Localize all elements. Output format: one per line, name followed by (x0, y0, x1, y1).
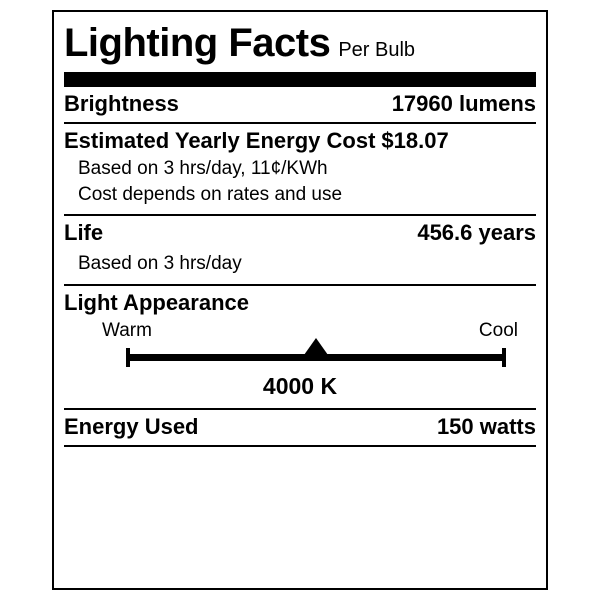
scale-marker-triangle-icon (304, 338, 328, 355)
title-main-text: Lighting Facts (64, 21, 331, 65)
energy-cost-value: $18.07 (381, 128, 449, 153)
energy-used-value: 150 watts (436, 414, 536, 439)
brightness-row (64, 87, 536, 122)
energy-cost-row (64, 124, 536, 156)
brightness-label: Brightness (64, 91, 179, 116)
title-divider-bar (64, 72, 536, 87)
energy-cost-label: Estimated Yearly Energy Cost (64, 128, 376, 153)
brightness-value: 17960 lumens (391, 91, 536, 116)
lighting-facts-label (52, 10, 548, 590)
energy-cost-note-2: Cost depends on rates and use (78, 184, 343, 205)
label-inner (64, 18, 536, 588)
scale-cap-right (502, 348, 506, 367)
scale-warm-label: Warm (102, 320, 152, 341)
light-appearance-label: Light Appearance (64, 290, 249, 315)
life-note: Based on 3 hrs/day (78, 253, 242, 274)
color-temperature-value: 4000 K (262, 373, 338, 399)
scale-bar-area (126, 346, 506, 372)
title-sub-text: Per Bulb (338, 39, 416, 61)
label-bottom-space (64, 447, 536, 487)
scale-cool-label: Cool (478, 320, 518, 341)
life-row (64, 216, 536, 251)
life-label: Life (64, 220, 104, 245)
energy-cost-note-1: Based on 3 hrs/day, 11¢/KWh (78, 158, 328, 179)
energy-used-label: Energy Used (64, 414, 199, 439)
scale-cap-left (126, 348, 130, 367)
energy-used-row (64, 410, 536, 445)
light-appearance-scale (64, 318, 536, 408)
label-title (64, 18, 536, 66)
scale-line (126, 354, 506, 361)
life-value: 456.6 years (417, 220, 536, 245)
scale-end-labels (64, 318, 536, 344)
